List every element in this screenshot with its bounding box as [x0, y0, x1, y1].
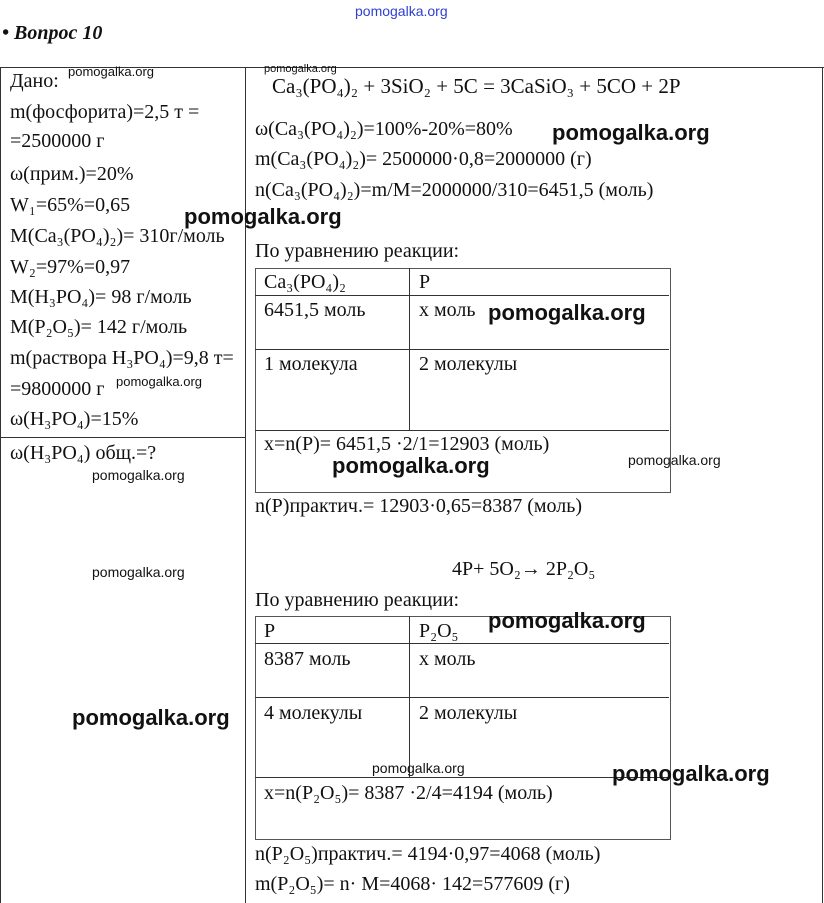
watermark: pomogalka.org: [552, 120, 710, 145]
table-2-rule: [255, 643, 669, 644]
table-1-cell: x моль: [419, 299, 476, 321]
table-2-cell: 4 молекулы: [264, 702, 363, 724]
watermark: pomogalka.org: [68, 64, 154, 79]
table-1-rule: [255, 430, 669, 431]
table-2-rule: [255, 777, 669, 778]
watermark: pomogalka.org: [264, 63, 337, 75]
table-1-header: Ca₃(PO₄)₂: [264, 271, 347, 293]
table-1-cell: 1 молекула: [264, 353, 358, 375]
solution-line: n(P₂O₅)практич.= 4194·0,97=4068 (моль): [255, 843, 601, 865]
solution-line: m(Ca₃(PO₄)₂)= 2500000·0,8=2000000 (г): [255, 148, 592, 170]
by-equation-label: По уравнению реакции:: [255, 240, 460, 262]
watermark: pomogalka.org: [332, 453, 490, 478]
given-find-divider: [0, 437, 245, 438]
solution-line: ω(Ca₃(PO₄)₂)=100%-20%=80%: [255, 118, 513, 140]
given-line: M(H₃PO₄)= 98 г/моль: [10, 286, 192, 308]
watermark: pomogalka.org: [92, 564, 185, 580]
table-1-cell: 2 молекулы: [419, 353, 518, 375]
table-2-cell: 2 молекулы: [419, 702, 518, 724]
frame-left: [0, 67, 1, 903]
table-2-header: P: [264, 620, 276, 642]
watermark: pomogalka.org: [488, 300, 646, 325]
given-line: ω(прим.)=20%: [10, 163, 134, 185]
table-1-result: x=n(P)= 6451,5 ·2/1=12903 (моль): [264, 433, 550, 455]
watermark-top: pomogalka.org: [355, 3, 448, 19]
watermark: pomogalka.org: [92, 467, 185, 483]
given-line: m(фосфорита)=2,5 т =: [10, 101, 200, 123]
table-2-cell: x моль: [419, 648, 476, 670]
given-line: =2500000 г: [10, 130, 105, 152]
given-line: ω(H₃PO₄)=15%: [10, 408, 139, 430]
table-2-result: x=n(P₂O₅)= 8387 ·2/4=4194 (моль): [264, 782, 553, 804]
watermark: pomogalka.org: [612, 761, 770, 786]
table-2-rule: [255, 697, 669, 698]
given-line: M(P₂O₅)= 142 г/моль: [10, 316, 188, 338]
solution-line: n(P)практич.= 12903·0,65=8387 (моль): [255, 495, 583, 517]
table-1-rule: [255, 295, 669, 296]
equation-1: Ca₃(PO₄)₂ + 3SiO₂ + 5C = 3CaSiO₃ + 5CO + 2P: [272, 74, 681, 98]
equation-2: 4P+ 5O₂→ 2P₂O₅: [452, 558, 596, 580]
table-1-header: P: [419, 271, 431, 293]
find-text: ω(H₃PO₄) общ.=?: [10, 442, 157, 464]
watermark: pomogalka.org: [72, 705, 230, 730]
by-equation-label: По уравнению реакции:: [255, 589, 460, 611]
watermark: pomogalka.org: [488, 608, 646, 633]
solution-line: m(P₂O₅)= n· M=4068· 142=577609 (г): [255, 873, 570, 895]
solution-line: n(Ca₃(PO₄)₂)=m/M=2000000/310=6451,5 (моль): [255, 179, 654, 201]
given-line: =9800000 г: [10, 378, 105, 400]
frame-divider: [245, 67, 246, 903]
table-2-cell: 8387 моль: [264, 648, 351, 670]
table-1-cell: 6451,5 моль: [264, 299, 366, 321]
given-line: m(раствора H₃PO₄)=9,8 т=: [10, 347, 234, 369]
question-title: • Вопрос 10: [2, 22, 103, 44]
watermark: pomogalka.org: [628, 452, 721, 468]
frame-right: [822, 67, 823, 903]
table-2-header: P₂O₅: [419, 620, 459, 642]
watermark: pomogalka.org: [116, 374, 202, 389]
watermark: pomogalka.org: [184, 204, 342, 229]
given-line: W₂=97%=0,97: [10, 256, 131, 278]
table-1-rule: [255, 349, 669, 350]
given-line: M(Ca₃(PO₄)₂)= 310г/моль: [10, 225, 225, 247]
watermark: pomogalka.org: [372, 760, 465, 776]
table-1-col-divider: [409, 268, 410, 430]
table-2-col-divider: [409, 616, 410, 777]
given-header: Дано:: [10, 70, 59, 92]
given-line: W₁=65%=0,65: [10, 194, 131, 216]
